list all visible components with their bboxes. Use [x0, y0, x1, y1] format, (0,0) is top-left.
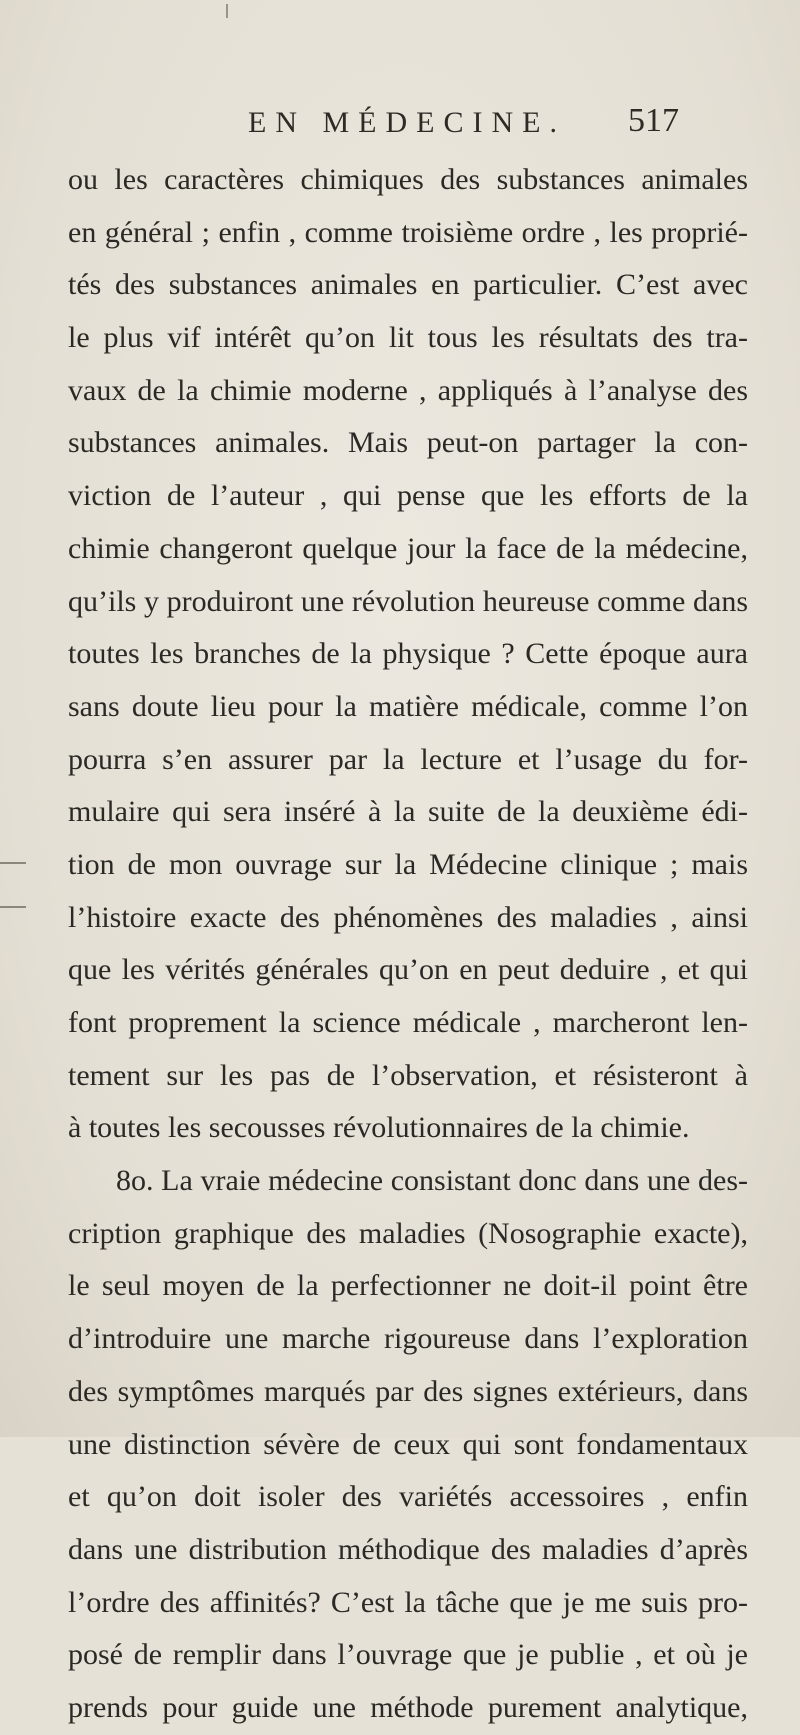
text-line: cription graphique des maladies (Nosographie exacte), — [68, 1216, 748, 1250]
margin-mark — [0, 862, 26, 864]
text-line: à toutes les secousses révolutionnaires de la chimie. — [68, 1111, 690, 1145]
text-line: tement sur les pas de l’observation, et résisteront à — [68, 1058, 748, 1092]
text-line: d’introduire une marche rigoureuse dans l’exploration — [68, 1322, 748, 1356]
text-line: dans une distribution méthodique des maladies d’après — [68, 1532, 748, 1566]
text-line: tion de mon ouvrage sur la Médecine clinique ; mais — [68, 847, 748, 881]
text-line: chimie changeront quelque jour la face de la médecine, — [68, 531, 748, 565]
text-line: tés des substances animales en particulier. C’est avec — [68, 268, 748, 302]
text-line: ou les caractères chimiques des substances animales — [68, 163, 748, 196]
running-title: EN MÉDECINE. — [248, 106, 566, 139]
text-line: mulaire qui sera inséré à la suite de la deuxième édi- — [68, 795, 748, 829]
page-header — [0, 100, 800, 150]
text-line: prends pour guide une méthode purement analytique, — [68, 1690, 748, 1724]
text-line: l’ordre des affinités? C’est la tâche que je me suis pro- — [68, 1585, 748, 1619]
text-line: le plus vif intérêt qu’on lit tous les résultats des tra- — [68, 321, 748, 355]
text-line: viction de l’auteur , qui pense que les efforts de la — [68, 479, 748, 513]
text-line: en général ; enfin , comme troisième ordre , les proprié- — [68, 215, 748, 249]
text-line: le seul moyen de la perfectionner ne doit-il point être — [68, 1269, 748, 1303]
text-line: que les vérités générales qu’on en peut deduire , et qui — [68, 953, 748, 987]
text-line: font proprement la science médicale , marcheront len- — [68, 1006, 748, 1039]
text-line: vaux de la chimie moderne , appliqués à l’analyse des — [68, 373, 748, 407]
paper-mark — [226, 4, 228, 18]
text-line: substances animales. Mais peut-on partager la con- — [68, 426, 748, 460]
paragraph-2 — [68, 1155, 748, 1735]
text-line: et qu’on doit isoler des variétés accessoires , enfin — [68, 1480, 748, 1514]
text-line: sans doute lieu pour la matière médicale, comme l’on — [68, 689, 748, 723]
text-line: 8o. La vraie médecine consistant donc dans une des- — [116, 1164, 748, 1198]
margin-mark — [0, 906, 26, 908]
text-line: des symptômes marqués par des signes extérieurs, dans — [68, 1374, 748, 1408]
body-text — [68, 154, 748, 1735]
text-line: toutes les branches de la physique ? Cette époque aura — [68, 637, 748, 671]
text-line: qu’ils y produiront une révolution heureuse comme dans — [68, 584, 748, 618]
paragraph-1 — [68, 154, 748, 1155]
page-number: 517 — [628, 102, 679, 139]
text-line: l’histoire exacte des phénomènes des maladies , ainsi — [68, 900, 748, 934]
text-line: pourra s’en assurer par la lecture et l’usage du for- — [68, 742, 748, 776]
text-line: posé de remplir dans l’ouvrage que je publie , et où je — [68, 1638, 748, 1672]
text-line: une distinction sévère de ceux qui sont fondamentaux — [68, 1427, 748, 1461]
